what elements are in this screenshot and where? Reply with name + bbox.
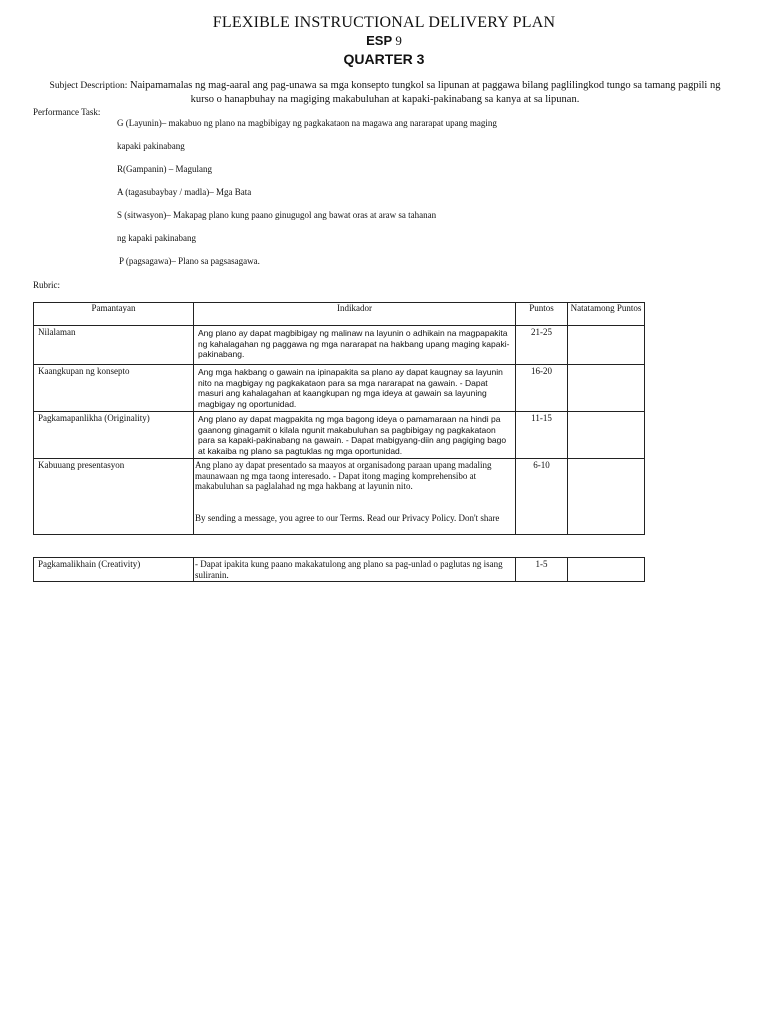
- indicator-cell: Ang mga hakbang o gawain na ipinapakita sa plano ay dapat kaugnay sa layunin nito na magbigay ng pagkakataon para sa mga nararapat na gawain. - Dapat masuri ang kahalagahan at kaangkupan ng mga ideya at gawain sa layuning magbigay ng oportunidad.: [194, 365, 516, 412]
- earned-points-cell: [568, 412, 645, 459]
- indicator-cell: Ang plano ay dapat magpakita ng mga bagong ideya o pamamaraan na hindi pa gaanong ginagamit o kilala ngunit makabuluhan sa pagbibigay ng pagkakataon para sa kapaki-pakinabang na gawain. - Dapat mabigyang-diin ang pagiging bago at kakaiba ng plano sa pagtuklas ng mga oportunidad.: [194, 412, 516, 459]
- subject-description-label: Subject Description:: [49, 81, 128, 91]
- indicator-cell: Ang plano ay dapat magbibigay ng malinaw na layunin o adhikain na magpapakita ng kahalagahan ng paggawa ng mga nararapat na hakbang upang maging kapaki-pakinabang.: [194, 326, 516, 365]
- criteria-cell: Pagkamalikhain (Creativity): [34, 558, 194, 582]
- subject-code: ESP: [366, 33, 393, 48]
- grasp-situation-line1: S (sitwasyon)– Makapag plano kung paano ginugugol ang bawat oras at araw sa tahanan: [117, 210, 437, 220]
- header-earned-points: Natatamong Puntos: [568, 303, 645, 326]
- earned-points-cell: [568, 558, 645, 582]
- header-criteria: Pamantayan: [34, 303, 194, 326]
- indicator-text: Ang plano ay dapat presentado sa maayos at organisadong paraan upang madaling maunawaan ng mga taong interesado. - Dapat itong maging komprehensibo at makabuluhan sa paglalahad ng mga hakbang at layunin nito.: [195, 460, 492, 491]
- grasp-audience: A (tagasubaybay / madla)– Mga Bata: [117, 187, 252, 197]
- earned-points-cell: [568, 326, 645, 365]
- earned-points-cell: [568, 459, 645, 535]
- points-cell: 21-25: [516, 326, 568, 365]
- header-points: Puntos: [516, 303, 568, 326]
- subject-description-text: Naipamamalas ng mag-aaral ang pag-unawa sa mga konsepto tungkol sa lipunan at paggawa bilang paglilingkod tungo sa tamang pagpili ng kurso o hanapbuhay na magiging makabuluhan at kapaki-pakinabang sa kanya at sa lipunan.: [127, 80, 721, 105]
- subject-description: [40, 79, 730, 106]
- quarter-heading: QUARTER 3: [343, 51, 425, 67]
- points-cell: 16-20: [516, 365, 568, 412]
- grasp-role: R(Gampanin) – Magulang: [117, 164, 212, 174]
- subject-line: [0, 33, 768, 49]
- indicator-cell: [194, 459, 516, 535]
- subject-grade: 9: [392, 33, 402, 48]
- points-cell: 1-5: [516, 558, 568, 582]
- criteria-cell: Pagkamapanlikha (Originality): [34, 412, 194, 459]
- table-row: [34, 412, 645, 459]
- points-cell: 6-10: [516, 459, 568, 535]
- grasp-goal-line1: G (Layunin)– makabuo ng plano na magbibigay ng pagkakataon na magawa ang nararapat upang maging: [117, 118, 497, 128]
- table-row: [34, 459, 645, 535]
- indicator-note: By sending a message, you agree to our Terms. Read our Privacy Policy. Don't share: [195, 512, 500, 523]
- criteria-cell: Kaangkupan ng konsepto: [34, 365, 194, 412]
- criteria-cell: Nilalaman: [34, 326, 194, 365]
- document-title: FLEXIBLE INSTRUCTIONAL DELIVERY PLAN: [212, 14, 556, 31]
- creativity-table: [33, 557, 645, 582]
- grasp-goal-line2: kapaki pakinabang: [117, 141, 185, 151]
- points-cell: 11-15: [516, 412, 568, 459]
- criteria-cell: Kabuuang presentasyon: [34, 459, 194, 535]
- rubric-header-row: [34, 303, 645, 326]
- rubric-label: Rubric:: [33, 280, 60, 290]
- table-row: [34, 365, 645, 412]
- rubric-table: [33, 302, 645, 535]
- performance-task-label: Performance Task:: [33, 107, 101, 117]
- header-indicator: Indikador: [194, 303, 516, 326]
- grasp-situation-line2: ng kapaki pakinabang: [117, 233, 196, 243]
- table-row: [34, 558, 645, 582]
- grasp-product: P (pagsagawa)– Plano sa pagsasagawa.: [119, 256, 260, 266]
- earned-points-cell: [568, 365, 645, 412]
- indicator-cell: - Dapat ipakita kung paano makakatulong ang plano sa pag-unlad o paglutas ng isang suliranin.: [194, 558, 516, 582]
- table-row: [34, 326, 645, 365]
